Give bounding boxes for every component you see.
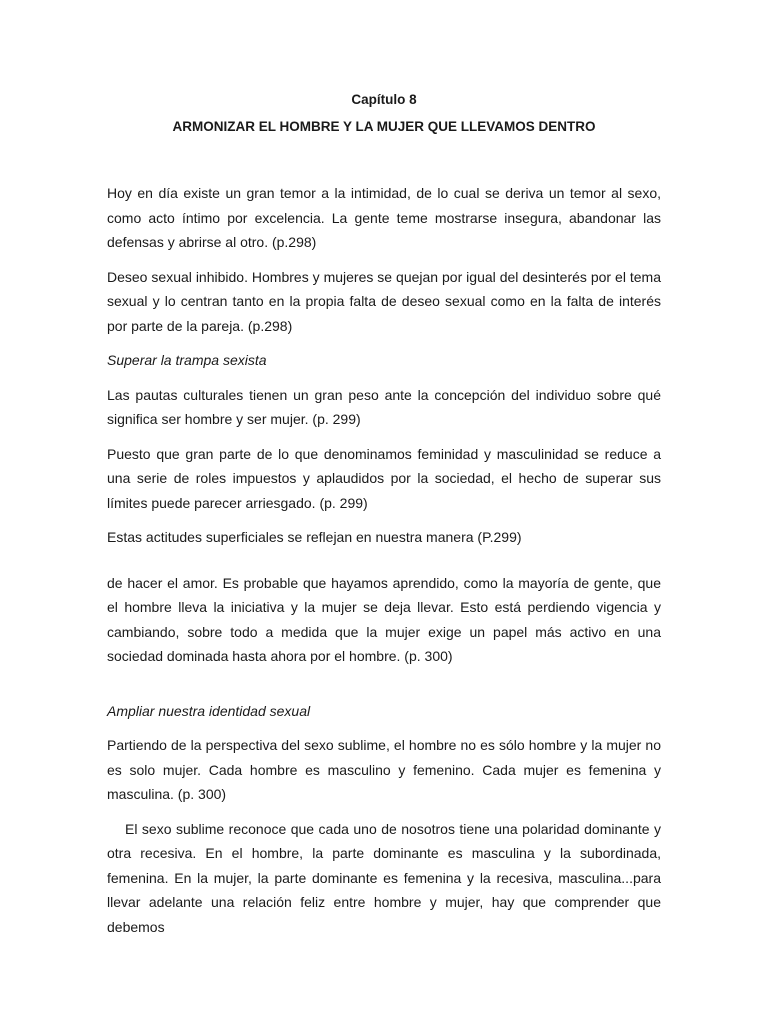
paragraph: Deseo sexual inhibido. Hombres y mujeres se quejan por igual del desinterés por el tema sexual y lo centran tanto en la propia falta de deseo sexual como en la falta de interés por parte de la pareja. (p.298) — [107, 268, 661, 334]
section-heading: Ampliar nuestra identidad sexual — [107, 702, 311, 719]
document-body — [107, 181, 661, 949]
section-heading: Superar la trampa sexista — [107, 352, 267, 368]
chapter-number: Capítulo 8 — [351, 92, 417, 107]
paragraph: Estas actitudes superficiales se reflejan en nuestra manera (P.299) — [107, 529, 522, 545]
paragraph: Hoy en día existe un gran temor a la intimidad, de lo cual se deriva un temor al sexo, como acto íntimo por excelencia. La gente teme mostrarse insegura, abandonar las defensas y abrirse al otro. (p.298) — [107, 185, 661, 250]
chapter-title: ARMONIZAR EL HOMBRE Y LA MUJER QUE LLEVAMOS DENTRO — [172, 119, 596, 134]
paragraph: Puesto que gran parte de lo que denominamos feminidad y masculinidad se reduce a una serie de roles impuestos y aplaudidos por la sociedad, el hecho de superar sus límites puede parecer arriesgado. (p. 299) — [107, 445, 661, 511]
paragraph: El sexo sublime reconoce que cada uno de nosotros tiene una polaridad dominante y otra recesiva. En el hombre, la parte dominante es masculina y la subordinada, femenina. En la mujer, la parte dominante es femenina y la recesiva, masculina...para llevar adelante una relación feliz entre hombre y mujer, hay que comprender que debemos — [107, 820, 661, 935]
paragraph: Las pautas culturales tienen un gran peso ante la concepción del individuo sobre qué significa ser hombre y ser mujer. (p. 299) — [107, 386, 661, 427]
paragraph: de hacer el amor. Es probable que hayamos aprendido, como la mayoría de gente, que el hombre lleva la iniciativa y la mujer se deja llevar. Esto está perdiendo vigencia y cambiando, sobre todo a medida que la mujer exige un papel más activo en una sociedad dominada hasta ahora por el hombre. (p. 300) — [107, 574, 661, 664]
paragraph: Partiendo de la perspectiva del sexo sublime, el hombre no es sólo hombre y la mujer no es solo mujer. Cada hombre es masculino y femenino. Cada mujer es femenina y masculina. (p. 300) — [107, 737, 661, 802]
